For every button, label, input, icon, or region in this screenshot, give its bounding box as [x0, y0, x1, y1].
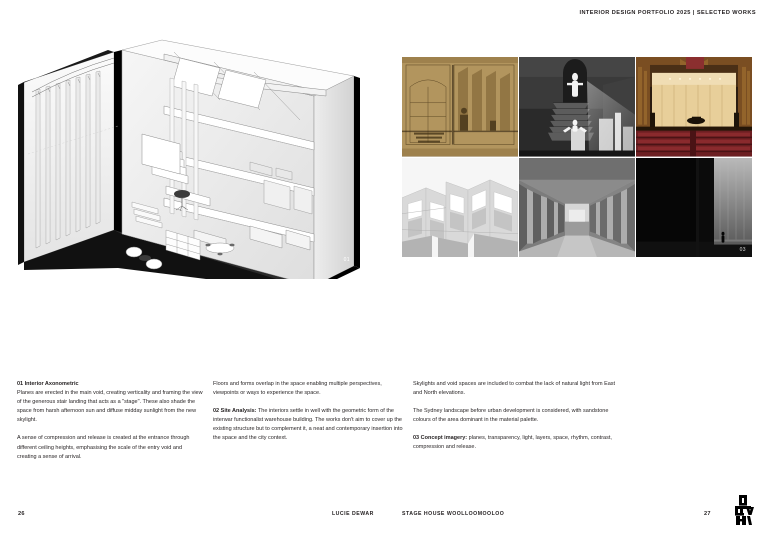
- page-footer: [0, 495, 768, 543]
- col1-body1: Planes are erected in the main void, creating verticality and framing the view of the generous stair landing that acts as a "stage". These also shade the space from harsh afternoon sun and diffuse midday sunlight from the new skylight.: [17, 390, 203, 424]
- col2-para1: Floors and forms overlap in the space enabling multiple perspectives, viewpoints or ways to experience the space.: [213, 381, 382, 397]
- dark-void-art: [636, 158, 752, 258]
- page-header: INTERIOR DESIGN PORTFOLIO 2025 | SELECTED WORKS: [579, 10, 756, 16]
- figure-tag-03: 03: [739, 247, 746, 253]
- image-theatre-section-drawing[interactable]: [402, 57, 518, 157]
- col2-body2: The interiors settle in well with the geometric form of the interwar functionalist warehouse building. The works don't aim to cover up the existing structure but to complement it, a neat and contemporary insertion into the space and the city context.: [213, 408, 403, 442]
- brutalist-massing-art: [402, 158, 518, 258]
- interior-axonometric-figure: [14, 34, 364, 279]
- concept-image-grid: [402, 57, 752, 257]
- col1-para2: A sense of compression and release is created at the entrance through different ceiling heights, emphasising the scale of the entry void and creating a sense of arrival.: [17, 435, 190, 460]
- figure-tag-01: 01: [343, 257, 350, 263]
- caption-column-1: [17, 380, 213, 462]
- image-brutalist-concrete-massing[interactable]: [402, 158, 518, 258]
- footer-author: LUCIE DEWAR: [332, 511, 374, 517]
- image-stage-set-stairs-figures[interactable]: [519, 57, 635, 157]
- col3-para3: [413, 434, 623, 452]
- col3-para1: Skylights and void spaces are included to combat the lack of natural light from East and North elevations.: [413, 381, 616, 397]
- page-number-left: 26: [18, 511, 25, 517]
- colonnade-corridor-art: [519, 158, 635, 258]
- caption-columns: [17, 380, 751, 462]
- col3-lead: 03 Concept imagery:: [413, 435, 468, 442]
- theatre-section-drawing-art: [402, 57, 518, 157]
- image-dark-void-lone-figure[interactable]: [636, 158, 752, 258]
- image-concert-hall-piano[interactable]: [636, 57, 752, 157]
- stage-set-art: [519, 57, 635, 157]
- concert-hall-art: [636, 57, 752, 157]
- caption-column-3: [413, 380, 623, 462]
- col1-heading: 01 Interior Axonometric: [17, 381, 79, 387]
- monogram-logo: [733, 495, 757, 525]
- col3-body3: planes, transparency, light, layers, space, rhythm, contrast, compression and release.: [413, 435, 612, 451]
- footer-project-title: STAGE HOUSE WOOLLOOMOOLOO: [402, 511, 505, 517]
- axonometric-drawing: [14, 34, 364, 279]
- monogram-logo-mark: [733, 495, 757, 525]
- caption-column-2: [213, 380, 413, 462]
- image-colonnade-corridor[interactable]: [519, 158, 635, 258]
- col2-lead: 02 Site Analysis:: [213, 408, 257, 415]
- col3-para2: The Sydney landscape before urban development is considered, with sandstone colours of the area dominant in the material palette.: [413, 408, 609, 424]
- page-number-right: 27: [704, 511, 711, 517]
- col2-para2: [213, 407, 403, 443]
- col1-para1: [17, 380, 203, 425]
